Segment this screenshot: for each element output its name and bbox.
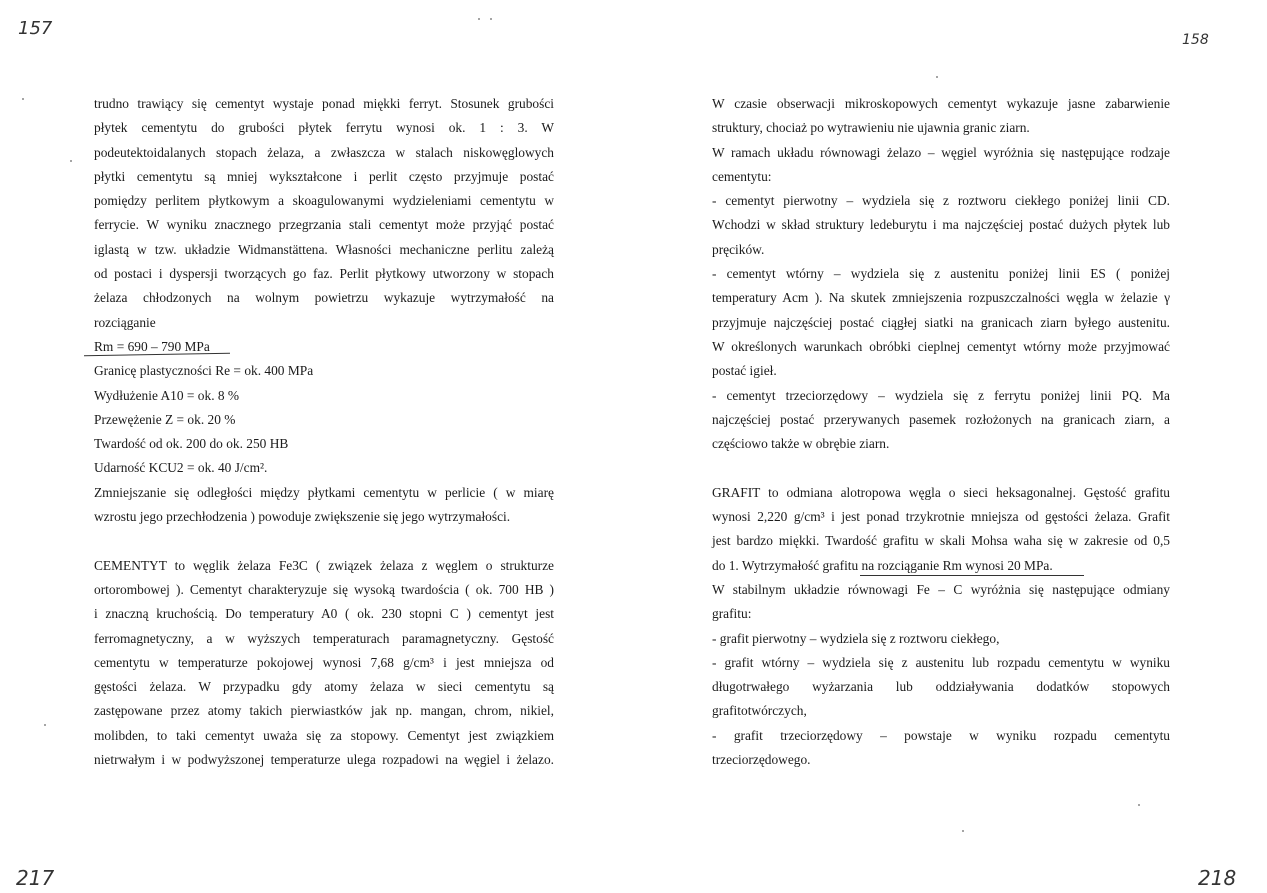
text-line: cementytu: [712,168,772,184]
left-page [94,92,554,772]
text-line: CEMENTYT to węglik żelaza Fe3C ( związek żelaza z węglem o strukturze [94,557,554,573]
text-line: grafitu: [712,606,752,622]
text-line: Zmniejszanie się odległości między płytkami cementytu w perlicie ( w miarę [94,484,554,500]
text-line: struktury, chociaż po wytrawieniu nie ujawnia granic ziarn. [712,120,1030,136]
text-line: do 1. Wytrzymałość grafitu na rozciąganie Rm wynosi 20 MPa. [712,557,1053,573]
text-line: molibden, to taki cementyt uważa się za stopowy. Cementyt jest związkiem [94,727,554,743]
text-line: grafitotwórczych, [712,703,807,719]
text-line: przyjmuje najczęściej postać ciągłej siatki na granicach ziarn byłego austenitu. [712,314,1170,330]
handwritten-page-number-top-right: 158 [1182,32,1209,48]
text-line: wzrostu jego przechłodzenia ) powoduje zwiększenie się jego wytrzymałości. [94,509,511,525]
scan-speck [962,830,964,832]
text-line: - cementyt wtórny – wydziela się z austenitu poniżej linii ES ( poniżej [712,266,1170,282]
text-line: nietrwałym i w podwyższonej temperaturze ulega rozpadowi na węgiel i żelazo. [94,752,554,768]
text-line: gęstości żelaza. W przypadku gdy atomy żelaza w sieci cementytu są [94,679,554,695]
scan-speck [22,98,24,100]
text-line: ortorombowej ). Cementyt charakteryzuje się wysoką twardościa ( ok. 700 HB ) [94,581,554,597]
text-line: temperatury Acm ). Na skutek zmniejszenia rozpuszczalności węgla w żelazie γ [712,290,1170,306]
text-line: trzeciorzędowego. [712,752,811,768]
scan-speck [1138,804,1140,806]
text-line: W określonych warunkach obróbki cieplnej cementyt wtórny może przyjmować [712,338,1170,354]
text-line: W stabilnym układzie równowagi Fe – C wyróżnia się następujące odmiany [712,581,1170,597]
property-tensile-strength: Rm = 690 – 790 MPa [94,338,210,354]
paragraph-gap [712,456,1170,480]
paragraph-gap [94,529,554,553]
property-hardness: Twardość od ok. 200 do ok. 250 HB [94,436,289,452]
text-line: postać igieł. [712,363,777,379]
text-line: - grafit trzeciorzędowy – powstaje w wyniku rozpadu cementytu [712,727,1170,743]
scan-speck [44,724,46,726]
paragraph-graphite [712,481,1170,773]
paragraph-cementite-types [712,92,1170,456]
text-line: długotrwałego wyżarzania lub oddziaływania dodatków stopowych [712,679,1170,695]
handwritten-page-number-bottom-left: 217 [16,866,55,890]
handwritten-underline [860,575,1084,576]
property-elongation: Wydłużenie A10 = ok. 8 % [94,387,240,403]
text-line: W ramach układu równowagi żelazo – węgiel wyróżnia się następujące rodzaje [712,144,1170,160]
text-line: od postaci i dyspersji tworzących go faz. Perlit płytkowy utworzony w stopach [94,266,554,282]
text-line: Wchodzi w skład struktury ledeburytu i ma najczęściej postać dużych płytek lub [712,217,1170,233]
text-line: pomiędzy perlitem płytkowym a skoagulowanymi wydzieleniami cementytu w [94,193,554,209]
text-line: podeutektoidalanych stopach żelaza, a zwłaszcza w stalach niskowęglowych [94,144,554,160]
text-line: wynosi 2,220 g/cm³ i jest ponad trzykrotnie mniejsza od gęstości żelaza. Grafit [712,509,1170,525]
properties-list [94,335,554,481]
text-line: pręcików. [712,241,765,257]
scan-speck [478,18,480,20]
text-line: GRAFIT to odmiana alotropowa węgla o sieci heksagonalnej. Gęstość grafitu [712,484,1170,500]
property-reduction-of-area: Przewężenie Z = ok. 20 % [94,411,236,427]
text-line: częściowo także w obrębie ziarn. [712,436,890,452]
text-line: zastępowane przez atomy takich pierwiastków jak np. mangan, chrom, nikiel, [94,703,554,719]
paragraph-spacing [94,481,554,530]
text-line: cementytu w temperaturze pokojowej wynosi 7,68 g/cm³ i jest mniejsza od [94,654,554,670]
right-page [712,92,1170,772]
text-line: - grafit wtórny – wydziela się z austenitu lub rozpadu cementytu w wyniku [712,654,1170,670]
text-line: W czasie obserwacji mikroskopowych cementyt wykazuje jasne zabarwienie [712,96,1170,111]
text-line: najczęściej postać przerywanych pasemek rozłożonych na granicach ziarn, a [712,411,1170,427]
text-line: i znaczną kruchością. Do temperatury A0 ( ok. 230 stopni C ) cementyt jest [94,606,554,622]
text-line: iglastą w tzw. układzie Widmanstättena. Własności mechaniczne perlitu zależą [94,241,554,257]
text-line: płytki cementytu są mniej wykształcone i perlit często przyjmuje postać [94,168,554,184]
handwritten-page-number-bottom-right: 218 [1198,866,1237,890]
text-line: ferromagnetyczny, a w wyższych temperaturach paramagnetyczny. Gęstość [94,630,554,646]
property-impact-strength: Udarność KCU2 = ok. 40 J/cm². [94,460,268,476]
property-yield-strength: Granicę plastyczności Re = ok. 400 MPa [94,363,314,379]
text-line: - grafit pierwotny – wydziela się z roztworu ciekłego, [712,630,1000,646]
text-line: ferrycie. W wyniku znacznego przegrzania stali cementyt może przyjąć postać [94,217,554,233]
paragraph-perlite [94,92,554,335]
text-line: rozciąganie [94,314,156,330]
text-line: płytek cementytu do grubości płytek ferrytu wynosi ok. 1 : 3. W [94,120,554,136]
text-line: żelaza chłodzonych na wolnym powietrzu wykazuje wytrzymałość na [94,290,554,306]
scan-speck [70,160,72,162]
paragraph-cementite [94,554,554,773]
text-line: - cementyt trzeciorzędowy – wydziela się z ferrytu poniżej linii PQ. Ma [712,387,1170,403]
text-line: jest bardzo miękki. Twardość grafitu w skali Mohsa waha się w zakresie od 0,5 [712,533,1170,549]
text-line: - cementyt pierwotny – wydziela się z roztworu ciekłego poniżej linii CD. [712,193,1170,209]
handwritten-page-number-top-left: 157 [18,18,53,39]
text-line: trudno trawiący się cementyt wystaje ponad miękki ferryt. Stosunek grubości [94,96,554,111]
scan-speck [490,18,492,20]
scan-speck [936,76,938,78]
